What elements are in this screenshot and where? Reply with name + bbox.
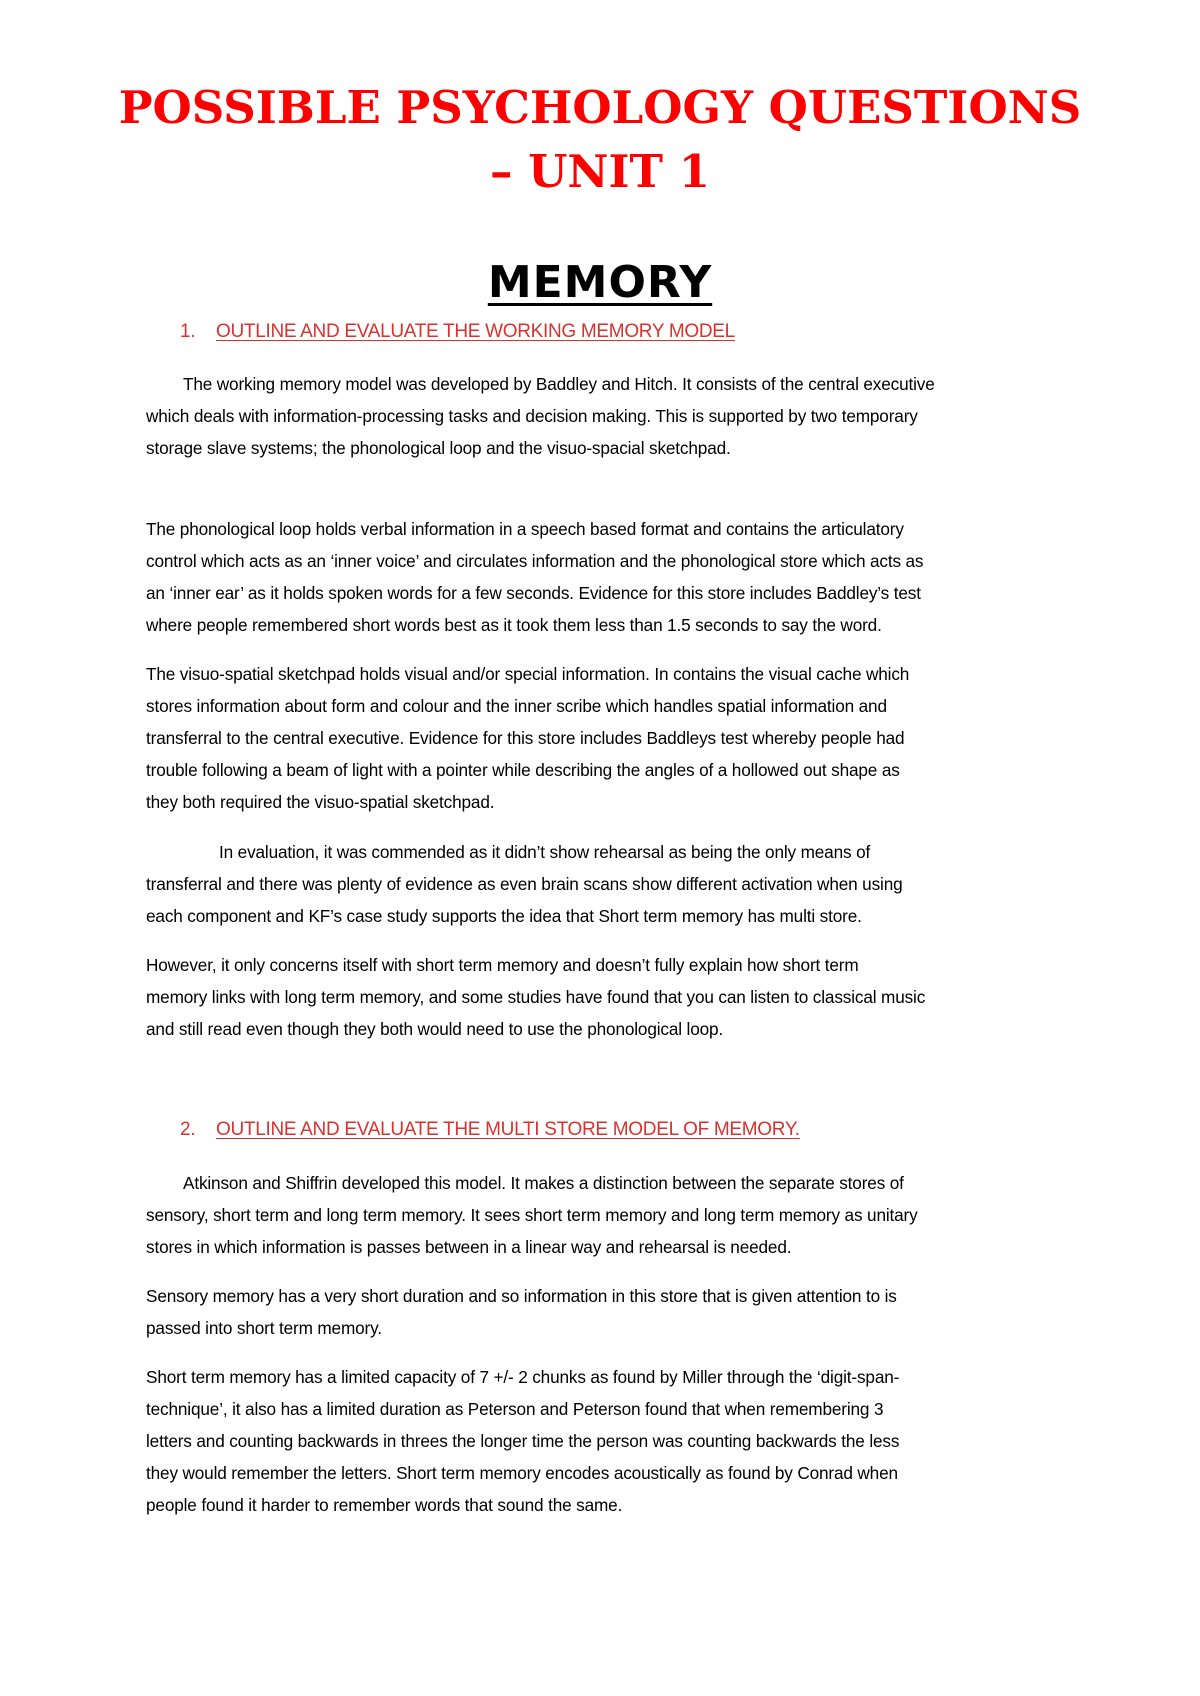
text-line: trouble following a beam of light with a pointer while describing the angles of a hollowed out shape as: [146, 760, 900, 780]
q2-paragraph-3: [146, 1361, 1066, 1521]
question-2-heading: [180, 1118, 800, 1142]
section-heading-memory: MEMORY: [487, 257, 713, 308]
text-line: The visuo-spatial sketchpad holds visual and/or special information. In contains the visual cache which: [146, 664, 910, 684]
question-number: 2.: [180, 1119, 196, 1140]
title-line-2: – UNIT 1: [489, 145, 711, 198]
question-heading-text: OUTLINE AND EVALUATE THE MULTI STORE MODEL OF MEMORY.: [216, 1119, 800, 1140]
text-line: Short term memory has a limited capacity of 7 +/- 2 chunks as found by Miller through the ‘digit-span-: [146, 1367, 900, 1387]
text-line: they would remember the letters. Short term memory encodes acoustically as found by Conrad when: [146, 1463, 898, 1483]
text-line: Sensory memory has a very short duration and so information in this store that is given attention to is: [146, 1286, 897, 1306]
text-line: Atkinson and Shiffrin developed this model. It makes a distinction between the separate stores of: [183, 1173, 904, 1193]
text-line: technique’, it also has a limited duration as Peterson and Peterson found that when remembering 3: [146, 1399, 884, 1419]
question-number: 1.: [180, 321, 196, 342]
q1-paragraph-5: [146, 949, 1066, 1045]
text-line: passed into short term memory.: [146, 1318, 382, 1338]
text-line: stores information about form and colour and the inner scribe which handles spatial information and: [146, 696, 887, 716]
text-line: stores in which information is passes between in a linear way and rehearsal is needed.: [146, 1237, 792, 1257]
document-title: [0, 76, 1200, 204]
text-line: letters and counting backwards in threes the longer time the person was counting backwards the less: [146, 1431, 900, 1451]
q2-paragraph-1: [146, 1167, 1066, 1263]
text-line: storage slave systems; the phonological loop and the visuo-spacial sketchpad.: [146, 438, 731, 458]
q1-paragraph-2: [146, 513, 1066, 641]
text-line: The phonological loop holds verbal information in a speech based format and contains the articulatory: [146, 519, 904, 539]
text-line: sensory, short term and long term memory. It sees short term memory and long term memory as unitary: [146, 1205, 918, 1225]
text-line: transferral to the central executive. Evidence for this store includes Baddleys test whereby people had: [146, 728, 905, 748]
text-line: which deals with information-processing tasks and decision making. This is supported by two temporary: [146, 406, 918, 426]
text-line: people found it harder to remember words that sound the same.: [146, 1495, 623, 1515]
text-line: where people remembered short words best as it took them less than 1.5 seconds to say the word.: [146, 615, 882, 635]
q1-paragraph-3: [146, 658, 1066, 818]
question-1-heading: [180, 320, 735, 344]
q1-paragraph-1: [146, 368, 1066, 464]
text-line: The working memory model was developed by Baddley and Hitch. It consists of the central executive: [183, 374, 935, 394]
text-line: transferral and there was plenty of evidence as even brain scans show different activation when using: [146, 874, 903, 894]
text-line: control which acts as an ‘inner voice’ and circulates information and the phonological store which acts as: [146, 551, 924, 571]
text-line: an ‘inner ear’ as it holds spoken words for a few seconds. Evidence for this store includes Baddley’s test: [146, 583, 921, 603]
text-line: memory links with long term memory, and some studies have found that you can listen to classical music: [146, 987, 926, 1007]
text-line: and still read even though they both would need to use the phonological loop.: [146, 1019, 724, 1039]
title-line-1: POSSIBLE PSYCHOLOGY QUESTIONS: [118, 81, 1082, 134]
text-line: However, it only concerns itself with short term memory and doesn’t fully explain how short term: [146, 955, 859, 975]
text-line: In evaluation, it was commended as it didn’t show rehearsal as being the only means of: [219, 842, 871, 862]
text-line: they both required the visuo-spatial sketchpad.: [146, 792, 495, 812]
text-line: each component and KF’s case study supports the idea that Short term memory has multi store.: [146, 906, 862, 926]
q1-paragraph-4: [146, 836, 1066, 932]
question-heading-text: OUTLINE AND EVALUATE THE WORKING MEMORY MODEL: [216, 321, 735, 342]
q2-paragraph-2: [146, 1280, 1066, 1344]
